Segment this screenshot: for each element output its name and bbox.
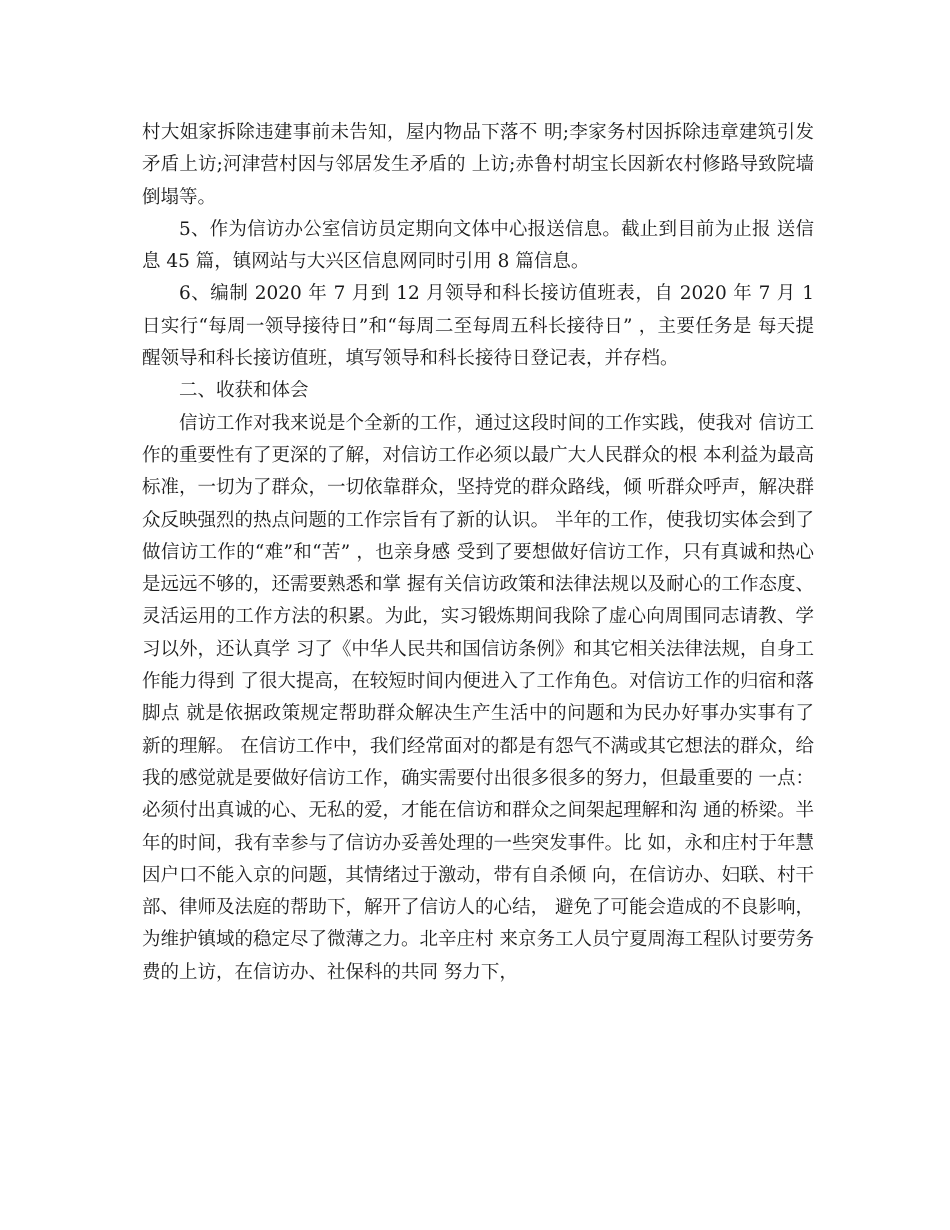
document-body <box>142 117 814 989</box>
paragraph-item-6: 6、编制 2020 年 7 月到 12 月领导和科长接访值班表，自 2020 年 7 月 1 日实行“每周一领导接待日”和“每周二至每周五科长接待日” ，主要任务是 每天提醒领导和科长接访值班，填写领导和科长接待日登记表，并存档。 <box>142 283 814 370</box>
section-heading: 二、收获和体会 <box>179 380 309 402</box>
paragraph-body: 信访工作对我来说是个全新的工作，通过这段时间的工作实践，使我对 信访工作的重要性有了更深的了解，对信访工作必须以最广大人民群众的根 本利益为最高标准，一切为了群众，一切依靠群众，坚持党的群众路线，倾 听群众呼声，解决群众反映强烈的热点问题的工作宗旨有了新的认识。 半年的工作，使我切实体会到了做信访工作的“难”和“苦” ，也亲身感 受到了要想做好信访工作，只有真诚和热心是远远不够的，还需要熟悉和掌 握有关信访政策和法律法规以及耐心的工作态度、灵活运用的工作方法的积累。为此，实习锻炼期间我除了虚心向周围同志请教、学习以外，还认真学 习了《中华人民共和国信访条例》和其它相关法律法规，自身工作能力得到 了很大提高，在较短时间内便进入了工作角色。对信访工作的归宿和落脚点 就是依据政策规定帮助群众解决生产生活中的问题和为民办好事办实事有了 新的理解。 在信访工作中，我们经常面对的都是有怨气不满或其它想法的群众，给 我的感觉就是要做好信访工作，确实需要付出很多很多的努力，但最重要的 一点：必须付出真诚的心、无私的爱，才能在信访和群众之间架起理解和沟 通的桥梁。半年的时间，我有幸参与了信访办妥善处理的一些突发事件。比 如，永和庄村于年慧因户口不能入京的问题，其情绪过于激动，带有自杀倾 向，在信访办、妇联、村干部、律师及法庭的帮助下，解开了信访人的心结， 避免了可能会造成的不良影响，为维护镇域的稳定尽了微薄之力。北辛庄村 来京务工人员宁夏周海工程队讨要劳务费的上访，在信访办、社保科的共同 努力下， <box>142 412 814 983</box>
paragraph-continuation: 村大姐家拆除违建事前未告知，屋内物品下落不 明;李家务村因拆除违章建筑引发矛盾上访;河津营村因与邻居发生矛盾的 上访;赤鲁村胡宝长因新农村修路导致院墙倒塌等。 <box>142 122 814 208</box>
paragraph-item-5: 5、作为信访办公室信访员定期向文体中心报送信息。截止到目前为止报 送信息 45 篇，镇网站与大兴区信息网同时引用 8 篇信息。 <box>142 218 814 273</box>
